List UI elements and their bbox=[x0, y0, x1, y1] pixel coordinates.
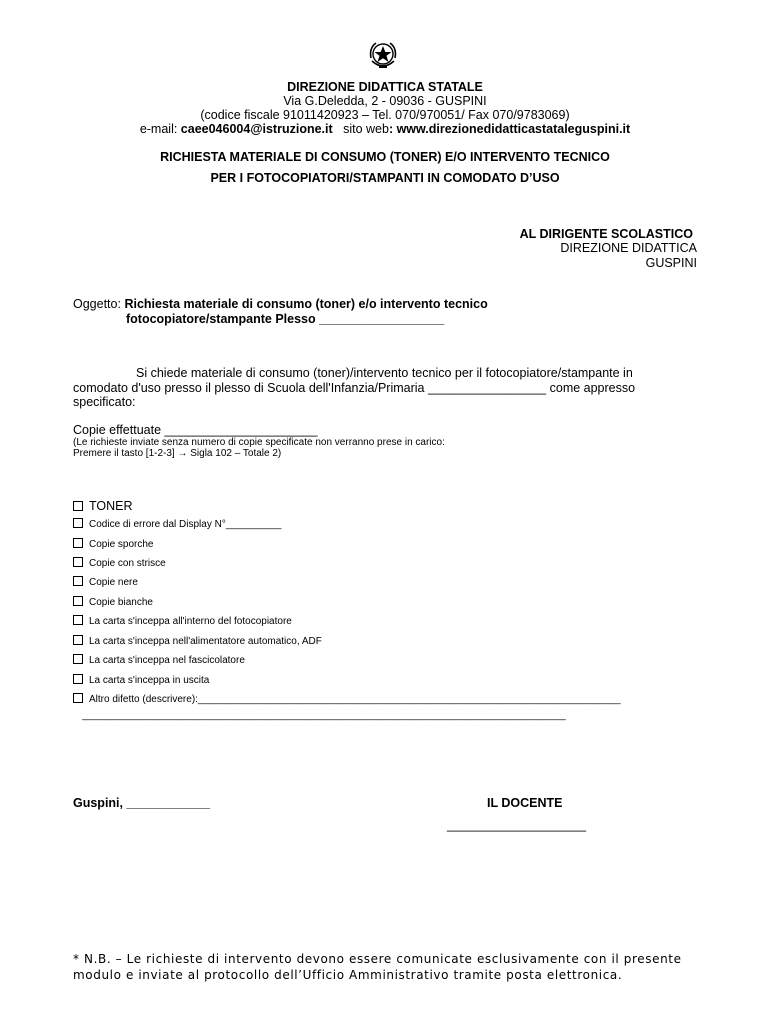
org-contacts bbox=[0, 122, 770, 137]
checkbox[interactable] bbox=[73, 557, 83, 567]
recipient-line1: AL DIRIGENTE SCOLASTICO bbox=[519, 227, 693, 241]
checklist-item-other-defect[interactable] bbox=[73, 693, 693, 706]
checklist-item-error-code[interactable] bbox=[73, 518, 281, 531]
checklist-label: La carta s'inceppa all'interno del fotocopiatore bbox=[89, 616, 292, 627]
checklist-label: Copie nere bbox=[89, 577, 138, 588]
checklist-item-streaked-copies[interactable] bbox=[73, 557, 166, 570]
checklist-label: La carta s'inceppa nell'alimentatore automatico, ADF bbox=[89, 636, 322, 647]
checklist-item-toner[interactable] bbox=[73, 499, 133, 514]
checklist-label: TONER bbox=[89, 499, 133, 513]
checklist-item-black-copies[interactable] bbox=[73, 576, 138, 589]
copies-note-line1: (Le richieste inviate senza numero di copie specificate non verranno prese in carico: bbox=[73, 437, 445, 448]
footnote-line1: * N.B. – Le richieste di intervento devono essere comunicate esclusivamente con il presente bbox=[73, 952, 682, 966]
org-address: Via G.Deledda, 2 - 09036 - GUSPINI bbox=[283, 94, 487, 108]
copies-note-line2: Premere il tasto [1-2-3] → Sigla 102 – Totale 2) bbox=[73, 448, 282, 459]
checklist-label: Copie con strisce bbox=[89, 558, 166, 569]
checklist-label: Copie bianche bbox=[89, 597, 153, 608]
italian-republic-emblem-icon bbox=[366, 38, 400, 72]
org-name: DIREZIONE DIDATTICA STATALE bbox=[287, 80, 483, 94]
email-label: e-mail: bbox=[139, 122, 181, 136]
recipient-line2: DIREZIONE DIDATTICA bbox=[560, 241, 697, 255]
checkbox[interactable] bbox=[73, 596, 83, 606]
checkbox[interactable] bbox=[73, 518, 83, 528]
place-date-field[interactable]: Guspini, ____________ bbox=[73, 796, 210, 810]
other-defect-continuation-line[interactable]: _______________________________________________________________________________________ bbox=[82, 710, 566, 721]
checklist-label: La carta s'inceppa nel fascicolatore bbox=[89, 655, 245, 666]
checklist-item-dirty-copies[interactable] bbox=[73, 538, 153, 551]
recipient-line3: GUSPINI bbox=[645, 256, 697, 270]
checklist-item-jam-inside[interactable] bbox=[73, 615, 292, 628]
body-line1: Si chiede materiale di consumo (toner)/intervento tecnico per il fotocopiatore/stampante in bbox=[136, 366, 633, 380]
body-line2[interactable]: comodato d'uso presso il plesso di Scuola dell'Infanzia/Primaria _________________ come appresso bbox=[73, 381, 636, 395]
signature-role: IL DOCENTE bbox=[487, 796, 563, 810]
checkbox[interactable] bbox=[73, 615, 83, 625]
checklist-item-jam-output[interactable] bbox=[73, 674, 209, 687]
checkbox[interactable] bbox=[73, 674, 83, 684]
checkbox[interactable] bbox=[73, 654, 83, 664]
checkbox[interactable] bbox=[73, 635, 83, 645]
checkbox[interactable] bbox=[73, 576, 83, 586]
checkbox[interactable] bbox=[73, 538, 83, 548]
checklist-label: Altro difetto (descrivere):____________________________________________________________________________ bbox=[89, 694, 621, 705]
body-line3: specificato: bbox=[73, 395, 136, 409]
site-label: sito web bbox=[332, 122, 389, 136]
subject-line1 bbox=[73, 297, 488, 312]
checklist-label: Copie sporche bbox=[89, 539, 154, 550]
form-title-line2: PER I FOTOCOPIATORI/STAMPANTI IN COMODATO D’USO bbox=[210, 171, 560, 185]
email-link[interactable]: caee046004@istruzione.it bbox=[180, 122, 333, 136]
subject-line2[interactable]: fotocopiatore/stampante Plesso __________________ bbox=[126, 312, 445, 326]
signature-line[interactable]: ____________________ bbox=[447, 818, 587, 832]
checklist-label: La carta s'inceppa in uscita bbox=[89, 675, 210, 686]
site-link[interactable]: : www.direzionedidatticastataleguspini.it bbox=[388, 122, 631, 136]
subject-text: Richiesta materiale di consumo (toner) e/o intervento tecnico bbox=[124, 297, 488, 311]
checklist-item-jam-collator[interactable] bbox=[73, 654, 245, 667]
checkbox[interactable] bbox=[73, 693, 83, 703]
checkbox[interactable] bbox=[73, 501, 83, 511]
checklist-label: Codice di errore dal Display N°__________ bbox=[89, 519, 282, 530]
copies-field[interactable]: Copie effettuate ______________________ bbox=[73, 423, 318, 437]
form-title-line1: RICHIESTA MATERIALE DI CONSUMO (TONER) E/O INTERVENTO TECNICO bbox=[160, 150, 610, 164]
checklist-item-white-copies[interactable] bbox=[73, 596, 153, 609]
checklist-item-jam-adf[interactable] bbox=[73, 635, 322, 648]
footnote-line2: modulo e inviate al protocollo dell’Ufficio Amministrativo tramite posta elettronica. bbox=[73, 968, 623, 982]
org-fiscal-info: (codice fiscale 91011420923 – Tel. 070/970051/ Fax 070/9783069) bbox=[200, 108, 570, 122]
subject-label: Oggetto: bbox=[73, 297, 125, 311]
